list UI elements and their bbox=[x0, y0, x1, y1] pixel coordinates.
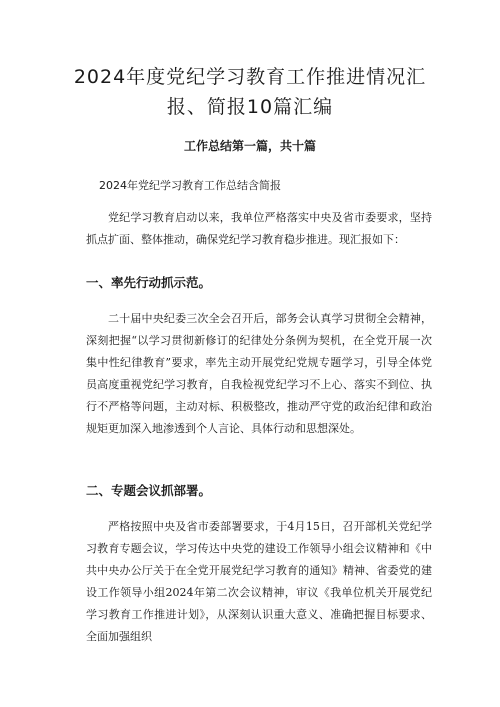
document-subtitle: 工作总结第一篇，共十篇 bbox=[183, 139, 316, 153]
section-1-paragraph: 二十届中央纪委三次全会召开后，部务会认真学习贯彻全会精神，深刻把握“以学习贯彻新修订的纪律处分条例为契机，在全党开展一次集中性纪律教育”要求，率先主动开展党纪党规专题学习，引导全体党员高度重视党纪学习教育，自我检视党纪学习不上心、落实不到位、执行不严格等问题，主动对标、积极整改，推动严守党的政治纪律和政治规矩更加深入地渗透到个人言论、具体行动和思想深处。 bbox=[86, 312, 432, 435]
section-2-paragraph: 严格按照中央及省市委部署要求，于4月15日，召开部机关党纪学习教育专题会议，学习传达中央党的建设工作领导小组会议精神和《中共中央办公厅关于在全党开展党纪学习教育的通知》精神、省委党的建设工作领导小组2024年第二次会议精神，审议《我单位机关开展党纪学习教育工作推进计划》，从深刻认识重大意义、准确把握目标要求、全面加强组织 bbox=[86, 520, 432, 643]
section-heading-2: 二、专题会议抓部署。 bbox=[86, 483, 212, 498]
document-title: 2024年度党纪学习教育工作推进情况汇报、简报10篇汇编 bbox=[73, 66, 427, 118]
intro-paragraph: 党纪学习教育启动以来，我单位严格落实中央及省市委要求，坚持抓点扩面、整体推动，确保党纪学习教育稳步推进。现汇报如下： bbox=[86, 211, 432, 246]
document-lead-line: 2024年党纪学习教育工作总结含简报 bbox=[99, 179, 281, 192]
section-heading-1: 一、率先行动抓示范。 bbox=[86, 275, 212, 290]
